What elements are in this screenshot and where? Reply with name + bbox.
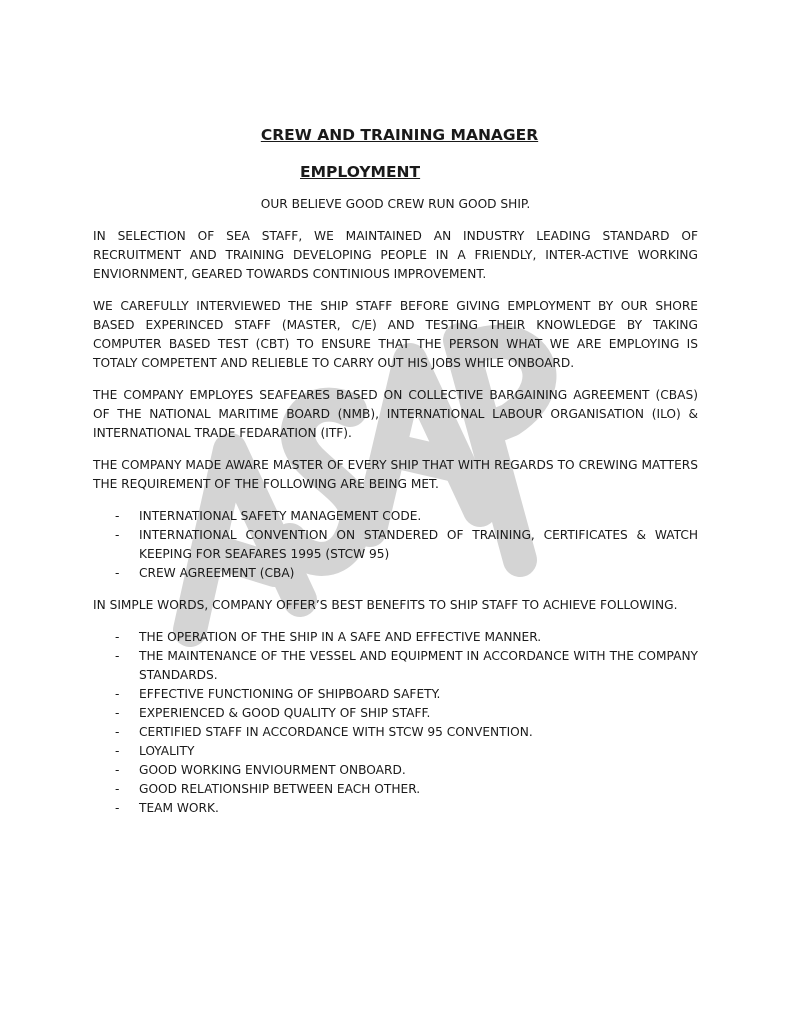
bullet-dash: - [115, 566, 120, 580]
list-item [93, 723, 698, 742]
paragraph-benefits: IN SIMPLE WORDS, COMPANY OFFER’S BEST BENEFITS TO SHIP STAFF TO ACHIEVE FOLLOWING. [93, 598, 678, 612]
list-item-text: EXPERIENCED & GOOD QUALITY OF SHIP STAFF. [139, 706, 431, 720]
bullet-dash: - [115, 509, 120, 523]
list-item [93, 628, 698, 647]
paragraph-selection: IN SELECTION OF SEA STAFF, WE MAINTAINED AN INDUSTRY LEADING STANDARD OF RECRUITMENT AND TRAINING DEVELOPING PEOPLE IN A FRIENDLY, INTER-ACTIVE WORKING ENVIORNMENT, GEARED TOWARDS CONTINIOUS IMPROVEMENT. [93, 229, 698, 281]
paragraph-requirements: THE COMPANY MADE AWARE MASTER OF EVERY SHIP THAT WITH REGARDS TO CREWING MATTERS THE REQUIREMENT OF THE FOLLOWING ARE BEING MET. [93, 458, 698, 491]
list-item [93, 799, 698, 818]
list-item [93, 647, 698, 685]
list-item [93, 761, 698, 780]
list-item-text: GOOD RELATIONSHIP BETWEEN EACH OTHER. [139, 782, 421, 796]
bullet-dash: - [115, 706, 120, 720]
list-item [93, 742, 698, 761]
bullet-dash: - [115, 763, 120, 777]
bullet-dash: - [115, 782, 120, 796]
list-item-text: LOYALITY [139, 744, 195, 758]
list-item [93, 685, 698, 704]
paragraph-agreements: THE COMPANY EMPLOYES SEAFEARES BASED ON COLLECTIVE BARGAINING AGREEMENT (CBAS) OF THE NATIONAL MARITIME BOARD (NMB), INTERNATIONAL LABOUR ORGANISATION (ILO) & INTERNATIONAL TRADE FEDARATION (ITF). [93, 388, 698, 440]
list-item-text: THE MAINTENANCE OF THE VESSEL AND EQUIPMENT IN ACCORDANCE WITH THE COMPANY STANDARDS. [139, 649, 698, 682]
document-body [93, 124, 698, 818]
page-title: CREW AND TRAINING MANAGER [260, 126, 539, 144]
motto: OUR BELIEVE GOOD CREW RUN GOOD SHIP. [260, 197, 531, 211]
list-item [93, 780, 698, 799]
bullet-dash: - [115, 801, 120, 815]
list-item-text: CERTIFIED STAFF IN ACCORDANCE WITH STCW 95 CONVENTION. [139, 725, 533, 739]
bullet-dash: - [115, 725, 120, 739]
paragraph-interview: WE CAREFULLY INTERVIEWED THE SHIP STAFF BEFORE GIVING EMPLOYMENT BY OUR SHORE BASED EXPERINCED STAFF (MASTER, C/E) AND TESTING THEIR KNOWLEDGE BY TAKING COMPUTER BASED TEST (CBT) TO ENSURE THAT THE PERSON WHAT WE ARE EMPLOYING IS TOTALY COMPETENT AND RELIEBLE TO CARRY OUT HIS JOBS WHILE ONBOARD. [93, 299, 698, 370]
bullet-dash: - [115, 528, 120, 542]
bullet-dash: - [115, 649, 120, 663]
list-item [93, 526, 698, 564]
benefits-list [93, 628, 698, 818]
list-item-text: INTERNATIONAL SAFETY MANAGEMENT CODE. [139, 509, 422, 523]
list-item-text: INTERNATIONAL CONVENTION ON STANDERED OF TRAINING, CERTIFICATES & WATCH KEEPING FOR SEAFARES 1995 (STCW 95) [139, 528, 698, 561]
bullet-dash: - [115, 687, 120, 701]
list-item-text: THE OPERATION OF THE SHIP IN A SAFE AND EFFECTIVE MANNER. [139, 630, 542, 644]
list-item [93, 704, 698, 723]
requirements-list [93, 507, 698, 583]
list-item [93, 507, 698, 526]
list-item-text: CREW AGREEMENT (CBA) [139, 566, 295, 580]
list-item-text: EFFECTIVE FUNCTIONING OF SHIPBOARD SAFETY. [139, 687, 441, 701]
list-item-text: TEAM WORK. [139, 801, 219, 815]
list-item [93, 564, 698, 583]
bullet-dash: - [115, 744, 120, 758]
section-heading: EMPLOYMENT [300, 163, 421, 181]
list-item-text: GOOD WORKING ENVIOURMENT ONBOARD. [139, 763, 406, 777]
bullet-dash: - [115, 630, 120, 644]
